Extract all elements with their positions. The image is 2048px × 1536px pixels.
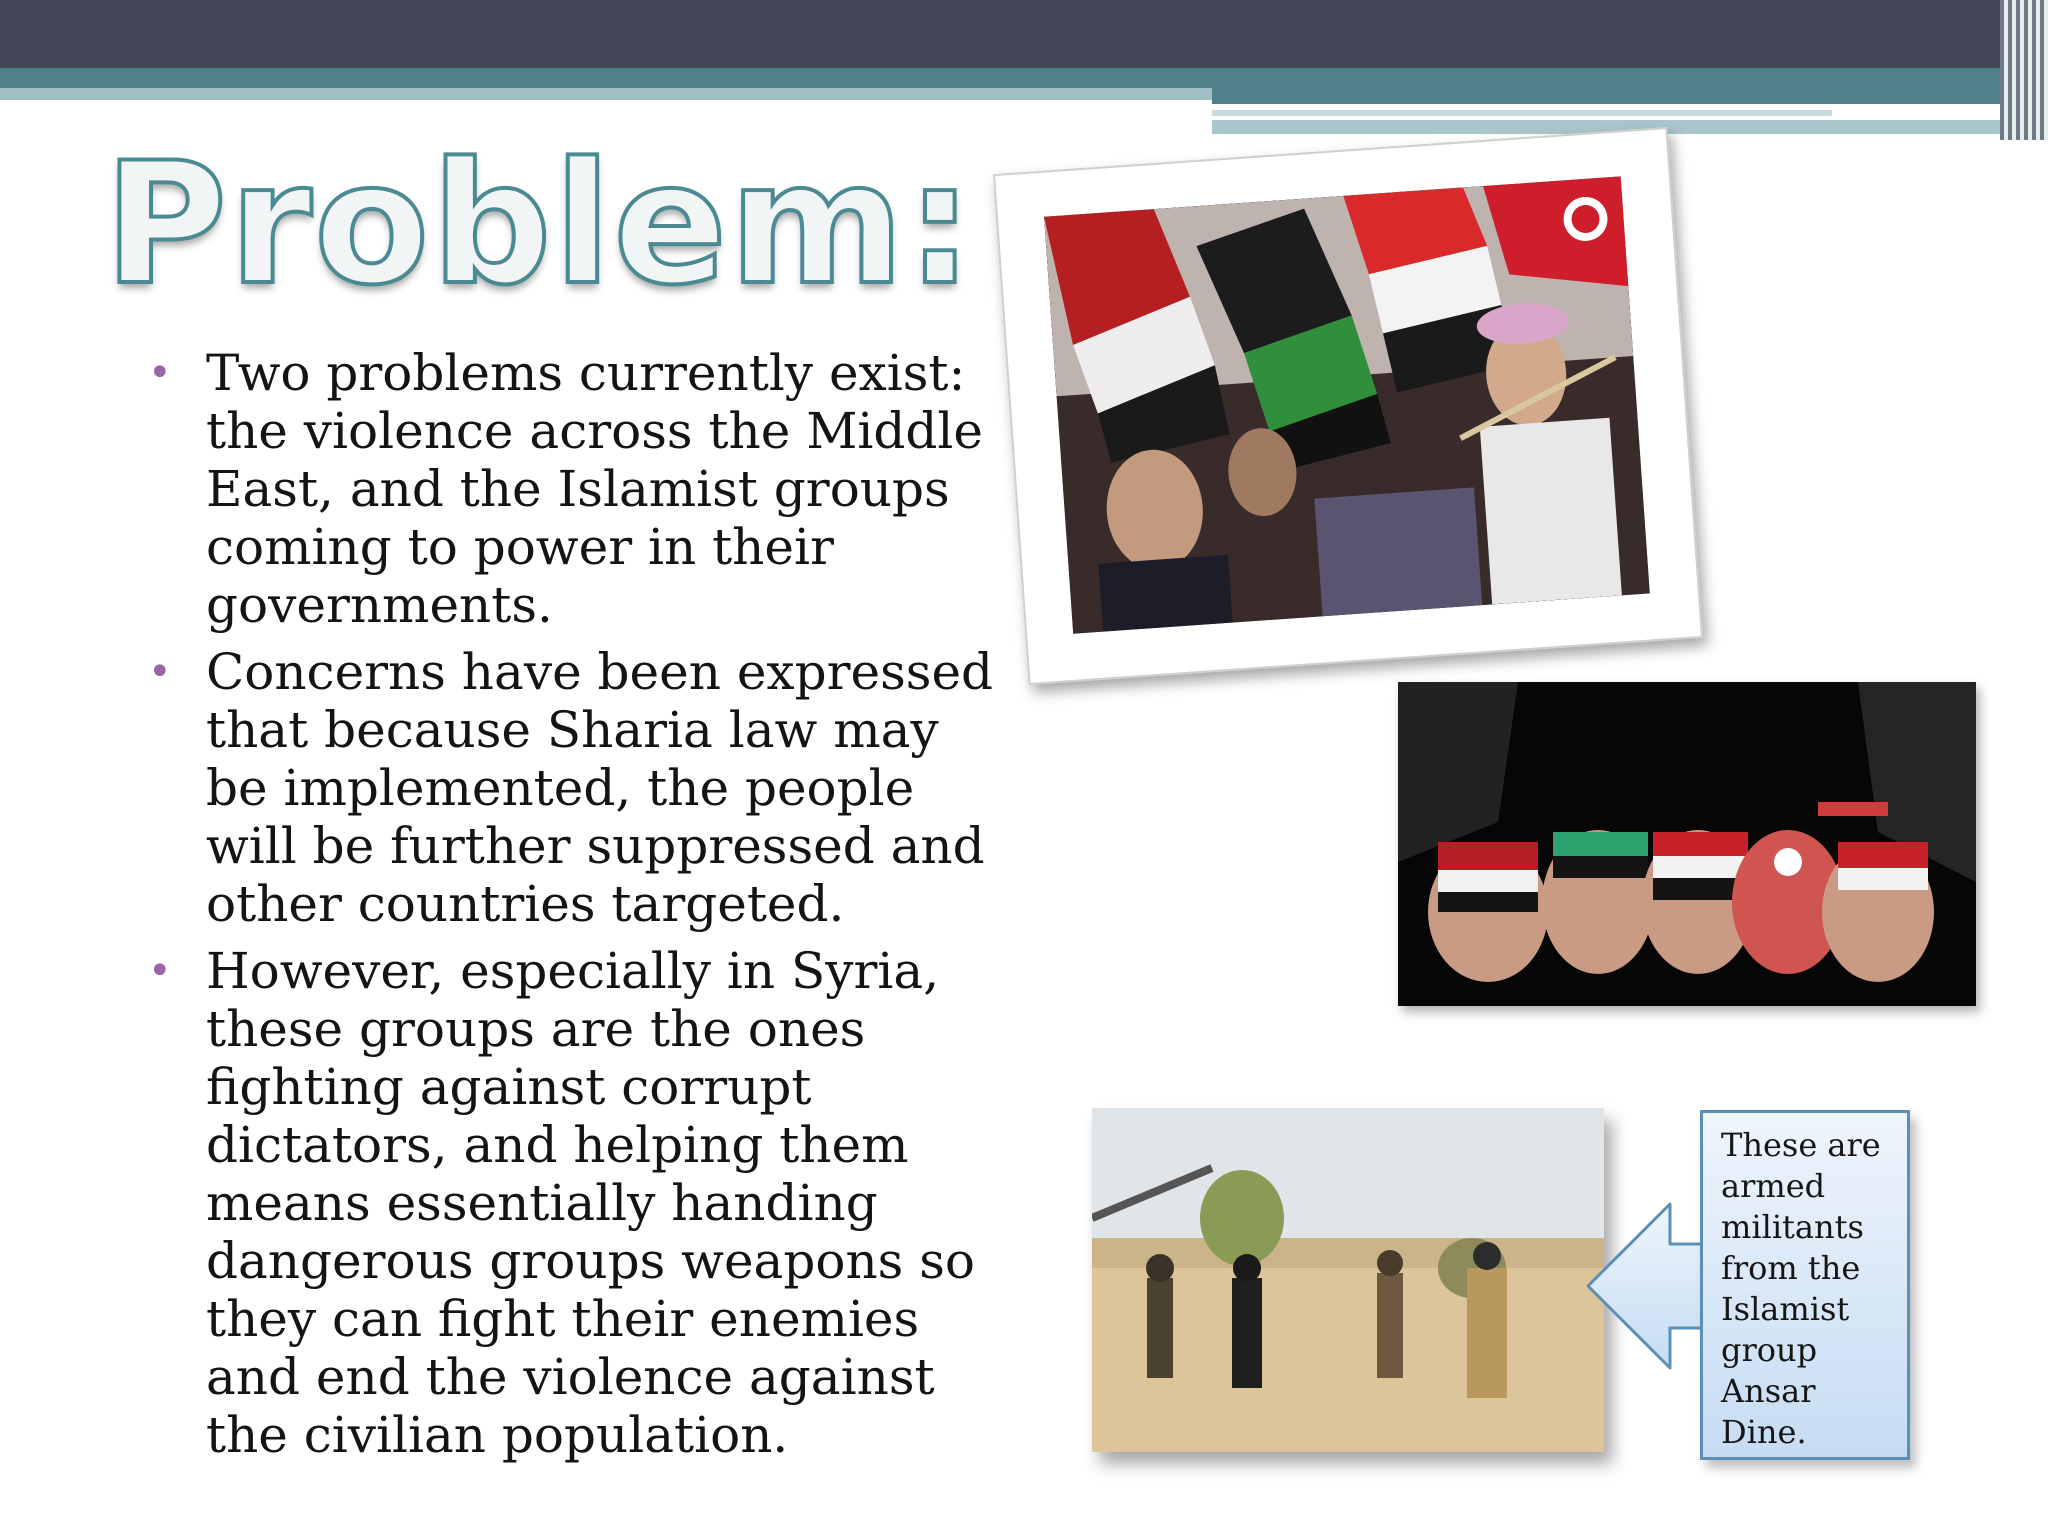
- left-arrow-icon: [1586, 1200, 1716, 1372]
- bullet-item: [140, 643, 1000, 933]
- header-band-teal-right: [1212, 88, 2048, 104]
- militants-desert-photo: [1092, 1108, 1604, 1452]
- bullet-text: Two problems currently exist: the violence across the Middle East, and the Islamist groups coming to power in their governments.: [206, 344, 983, 634]
- bullet-marker-icon: •: [148, 350, 172, 396]
- bullet-marker-icon: •: [148, 649, 172, 695]
- header-band-thin: [1212, 110, 1832, 116]
- bullet-list: [140, 344, 1000, 1473]
- bullet-item: [140, 942, 1000, 1464]
- desert-illustration: [1092, 1108, 1604, 1452]
- protest-scene: [1044, 176, 1650, 633]
- header-stripes: [2000, 0, 2048, 140]
- bullet-text: Concerns have been expressed that because Sharia law may be implemented, the people will be further suppressed and other countries targeted.: [206, 643, 994, 933]
- header-band-teal: [0, 68, 2048, 88]
- protest-illustration: [1044, 176, 1650, 633]
- protest-flags-photo: [993, 127, 1703, 685]
- painted-fists-photo: [1398, 682, 1976, 1006]
- callout-text: These are armed militants from the Islamist group Ansar Dine.: [1721, 1126, 1881, 1451]
- header-band-light: [0, 88, 1212, 100]
- header-bar: [0, 0, 2048, 68]
- callout-box: [1700, 1110, 1910, 1460]
- fists-illustration: [1398, 682, 1976, 1006]
- bullet-marker-icon: •: [148, 948, 172, 994]
- bullet-text: However, especially in Syria, these groups are the ones fighting against corrupt dictators, and helping them means essentially handing dangerous groups weapons so they can fight their enemies and end the violence against the civilian population.: [206, 942, 975, 1464]
- slide-title: Problem:: [104, 126, 976, 322]
- bullet-item: [140, 344, 1000, 634]
